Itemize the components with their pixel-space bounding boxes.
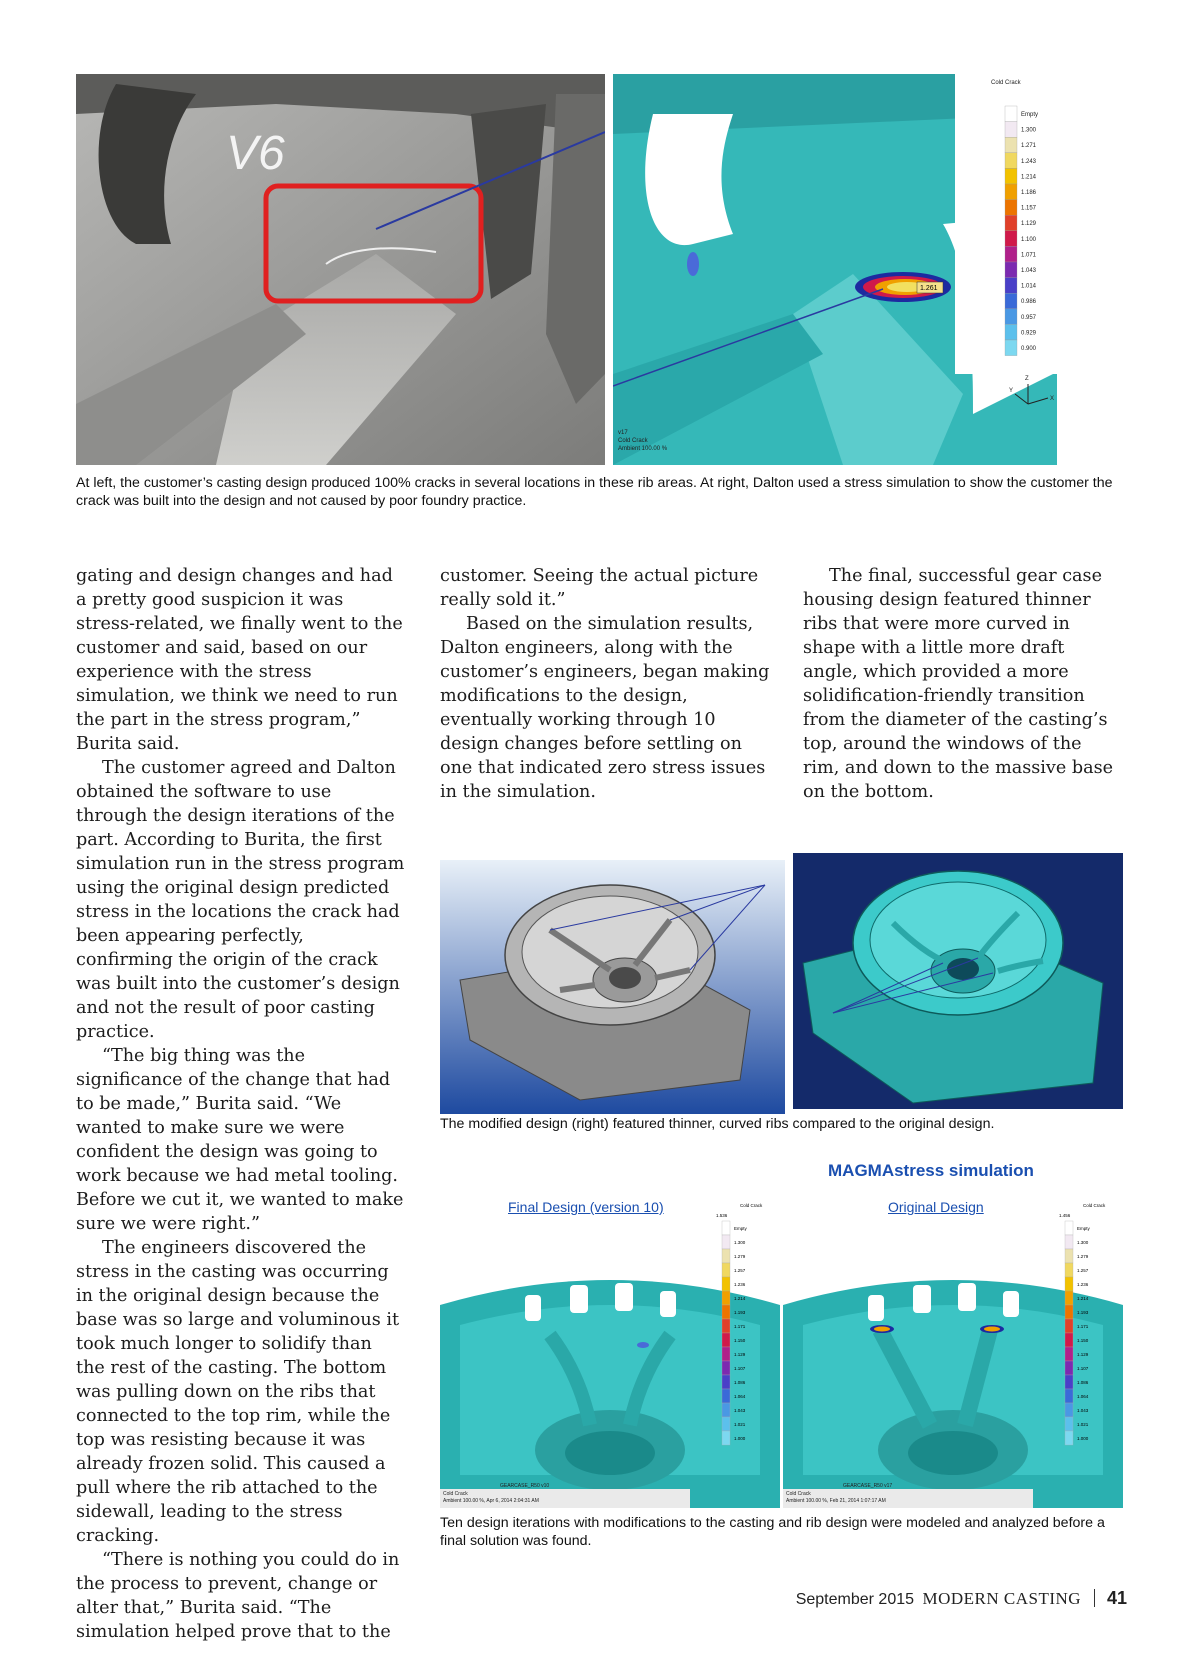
legend-label: 1.064 <box>734 1394 746 1399</box>
legend-swatch <box>1065 1375 1073 1389</box>
legend-label: 1.243 <box>1021 158 1037 165</box>
footer-magazine: MODERN CASTING <box>922 1589 1082 1608</box>
legend-title: Cold Crack <box>740 1203 763 1208</box>
legend-label: 1.214 <box>1077 1296 1089 1301</box>
paragraph: The customer agreed and Dalton obtained the software to use through the design iterations of the part. According to Burita, the first simulation run in the stress program using the original design predicted stress in the locations the crack had been appearing perfectly, confirming the origin of the crack was built into the customer’s design and not the result of poor casting practice. <box>76 758 405 1042</box>
original-design-render <box>440 860 785 1114</box>
legend-swatch <box>1065 1333 1073 1347</box>
legend-swatch <box>1065 1389 1073 1403</box>
page-number: 41 <box>1106 1588 1127 1608</box>
paragraph: “There is nothing you could do in the process to prevent, change or alter that,” Burita said. “The simulation helped prove that to the <box>76 1550 400 1642</box>
legend-label: 1.107 <box>734 1366 746 1371</box>
legend-label: 1.171 <box>734 1324 746 1329</box>
modified-design-render <box>793 853 1123 1109</box>
info-line-1: v17 <box>618 430 628 436</box>
info-line-3: Ambient 100.00 % <box>618 446 668 452</box>
legend-label: 1.107 <box>1077 1366 1089 1371</box>
legend-swatch <box>1005 340 1017 356</box>
legend-label: 1.257 <box>1077 1268 1089 1273</box>
legend-label: 1.214 <box>734 1296 746 1301</box>
footer-divider <box>1094 1589 1095 1607</box>
body-column-3 <box>803 564 1123 804</box>
legend-swatch <box>722 1319 730 1333</box>
legend-label: 1.129 <box>1021 221 1037 228</box>
legend-swatch <box>722 1333 730 1347</box>
legend-label: 0.957 <box>1021 314 1037 321</box>
legend-swatch <box>1005 106 1017 122</box>
paragraph: The engineers discovered the stress in the casting was occurring in the original design because the base was so large and voluminous it took much longer to solidify than the rest of the casting. The bottom was pulling down on the ribs that connected to the top rim, while the top was resisting because it was already frozen solid. This caused a pull where the rib attached to the sidewall, leading to the stress cracking. <box>76 1238 400 1546</box>
legend-swatch <box>722 1221 730 1235</box>
legend-label: 0.986 <box>1021 299 1037 306</box>
legend-label: 1.014 <box>1021 283 1037 290</box>
legend-swatch <box>722 1263 730 1277</box>
legend-swatch <box>1005 184 1017 200</box>
legend-swatch <box>1005 137 1017 153</box>
legend-label: 1.000 <box>1077 1436 1089 1441</box>
right-info-0: GEARCASE_R50 v17 <box>843 1483 893 1489</box>
paragraph: The final, successful gear case housing design featured thinner ribs that were more curved in shape with a little more draft angle, which provided a more solidification-friendly transition from the diameter of the casting’s top, around the windows of the rim, and down to the massive base on the bottom. <box>803 566 1114 802</box>
legend-swatch <box>722 1417 730 1431</box>
legend-label: 1.193 <box>1077 1310 1089 1315</box>
legend-swatch <box>1005 293 1017 309</box>
legend-max: 1.456 <box>1059 1213 1071 1218</box>
legend-label: 1.279 <box>734 1254 746 1259</box>
final-design-legend <box>710 1201 780 1461</box>
legend-swatch <box>1005 200 1017 216</box>
mid-figure-caption: The modified design (right) featured thinner, curved ribs compared to the original design. <box>440 1116 995 1132</box>
legend-swatch <box>1065 1291 1073 1305</box>
legend-label: 1.300 <box>734 1240 746 1245</box>
paragraph: customer. Seeing the actual picture really sold it.” <box>440 566 759 610</box>
info-line-2: Cold Crack <box>618 438 648 444</box>
legend-label: 1.021 <box>734 1422 746 1427</box>
value-tag: 1.261 <box>920 285 938 292</box>
legend-swatch <box>1065 1249 1073 1263</box>
legend-label: 1.000 <box>734 1436 746 1441</box>
legend-label: 1.236 <box>1077 1282 1089 1287</box>
bottom-figure-caption: Ten design iterations with modifications to the casting and rib design were modeled and analyzed before a final solution was found. <box>440 1515 1105 1549</box>
paragraph: Based on the simulation results, Dalton engineers, along with the customer’s engineers, began making modifications to the design, eventually working through 10 design changes before settling on one that indicated zero stress issues in the simulation. <box>440 614 770 802</box>
legend-label: 1.236 <box>734 1282 746 1287</box>
photo-marking: V6 <box>226 127 285 180</box>
legend-label: 1.129 <box>734 1352 746 1357</box>
magmastress-figure <box>440 1155 1123 1508</box>
crack-photo <box>76 74 605 465</box>
legend-swatch <box>722 1375 730 1389</box>
legend-label: 1.043 <box>1021 268 1037 274</box>
left-info-1: Cold Crack <box>443 1491 468 1497</box>
modified-design-illustration <box>793 853 1123 1109</box>
final-design-label: Final Design (version 10) <box>508 1199 664 1215</box>
legend-title: Cold Crack <box>991 80 1021 86</box>
legend-label: Empty <box>1021 112 1039 118</box>
legend-swatch <box>722 1291 730 1305</box>
legend-swatch <box>1005 278 1017 294</box>
legend-label: 1.279 <box>1077 1254 1089 1259</box>
legend-swatch <box>1005 168 1017 184</box>
left-info-2: Ambient 100.00 %, Apr 6, 2014 2:04:31 AM <box>443 1498 539 1504</box>
stress-simulation-image <box>613 74 1057 465</box>
footer-date: September 2015 <box>795 1591 915 1608</box>
legend-label: 1.071 <box>1021 252 1037 259</box>
body-column-1 <box>76 564 406 1644</box>
legend-label: 0.929 <box>1021 330 1037 337</box>
axis-y: Y <box>1009 388 1014 394</box>
legend-label: 0.900 <box>1021 346 1037 352</box>
legend-swatch <box>1065 1305 1073 1319</box>
legend-label: Empty <box>1077 1226 1090 1231</box>
legend-swatch <box>1005 262 1017 278</box>
legend-label: 1.271 <box>1021 143 1037 150</box>
body-column-2 <box>440 564 770 804</box>
legend-label: 1.214 <box>1021 174 1037 181</box>
original-design-illustration <box>440 860 785 1114</box>
legend-swatch <box>1005 309 1017 325</box>
legend-swatch <box>1005 215 1017 231</box>
legend-swatch <box>1065 1235 1073 1249</box>
left-info-0: GEARCASE_R50 v10 <box>500 1483 550 1489</box>
legend-swatch <box>1005 231 1017 247</box>
legend-swatch <box>1005 324 1017 340</box>
legend-swatch <box>722 1305 730 1319</box>
legend-label: Empty <box>734 1226 747 1231</box>
legend-swatch <box>1005 246 1017 262</box>
legend-label: 1.064 <box>1077 1394 1089 1399</box>
legend-swatch <box>1005 122 1017 138</box>
magmastress-renders <box>440 1225 1123 1508</box>
original-design-label: Original Design <box>888 1199 984 1215</box>
right-info-1: Cold Crack <box>786 1491 811 1497</box>
axis-z: Z <box>1025 376 1029 382</box>
legend-swatch <box>722 1431 730 1445</box>
legend-swatch <box>722 1389 730 1403</box>
legend-label: 1.193 <box>734 1310 746 1315</box>
legend-swatch <box>1065 1263 1073 1277</box>
legend-label: 1.021 <box>1077 1422 1089 1427</box>
legend-label: 1.086 <box>1077 1380 1089 1385</box>
magmastress-title: MAGMAstress simulation <box>828 1161 1034 1180</box>
page-footer <box>782 1588 1127 1609</box>
legend-swatch <box>1065 1431 1073 1445</box>
legend-label: 1.086 <box>734 1380 746 1385</box>
legend-label: 1.171 <box>1077 1324 1089 1329</box>
legend-label: 1.300 <box>1021 127 1037 134</box>
legend-swatch <box>1005 153 1017 169</box>
legend-swatch <box>722 1277 730 1291</box>
legend-label: 1.150 <box>1077 1338 1089 1343</box>
legend-label: 1.043 <box>1077 1408 1089 1413</box>
legend-swatch <box>722 1403 730 1417</box>
legend-swatch <box>1065 1361 1073 1375</box>
legend-label: 1.257 <box>734 1268 746 1273</box>
paragraph: gating and design changes and had a pretty good suspicion it was stress-related, we finally went to the customer and said, based on our experience with the stress simulation, we think we need to run the part in the stress program,” Burita said. <box>76 566 403 754</box>
top-figure-caption: At left, the customer’s casting design produced 100% cracks in several locations in these rib areas. At right, Dalton used a stress simulation to show the customer the crack was built into the design and not caused by poor foundry practice. <box>76 475 1113 509</box>
legend-label: 1.150 <box>734 1338 746 1343</box>
legend-label: 1.129 <box>1077 1352 1089 1357</box>
cold-crack-legend <box>955 74 1057 374</box>
legend-max: 1.536 <box>716 1213 728 1218</box>
right-info-2: Ambient 100.00 %, Feb 21, 2014 1:07:17 AM <box>786 1498 886 1504</box>
legend-swatch <box>722 1347 730 1361</box>
legend-label: 1.300 <box>1077 1240 1089 1245</box>
original-design-legend <box>1053 1201 1123 1461</box>
legend-swatch <box>722 1235 730 1249</box>
legend-label: 1.157 <box>1021 205 1037 212</box>
legend-swatch <box>1065 1221 1073 1235</box>
legend-label: 1.100 <box>1021 236 1037 243</box>
legend-swatch <box>722 1361 730 1375</box>
legend-swatch <box>1065 1319 1073 1333</box>
legend-swatch <box>1065 1417 1073 1431</box>
legend-swatch <box>1065 1277 1073 1291</box>
crack-photo-illustration <box>76 74 605 465</box>
legend-swatch <box>1065 1347 1073 1361</box>
legend-swatch <box>1065 1403 1073 1417</box>
legend-swatch <box>722 1249 730 1263</box>
legend-label: 1.186 <box>1021 190 1037 196</box>
axis-x: X <box>1050 396 1055 402</box>
legend-title: Cold Crack <box>1083 1203 1106 1208</box>
legend-label: 1.043 <box>734 1408 746 1413</box>
paragraph: “The big thing was the significance of the change that had to be made,” Burita said. “We wanted to make sure we were confident the design was going to work because we had metal tooling. Before we cut it, we wanted to make sure we were right.” <box>76 1046 404 1234</box>
